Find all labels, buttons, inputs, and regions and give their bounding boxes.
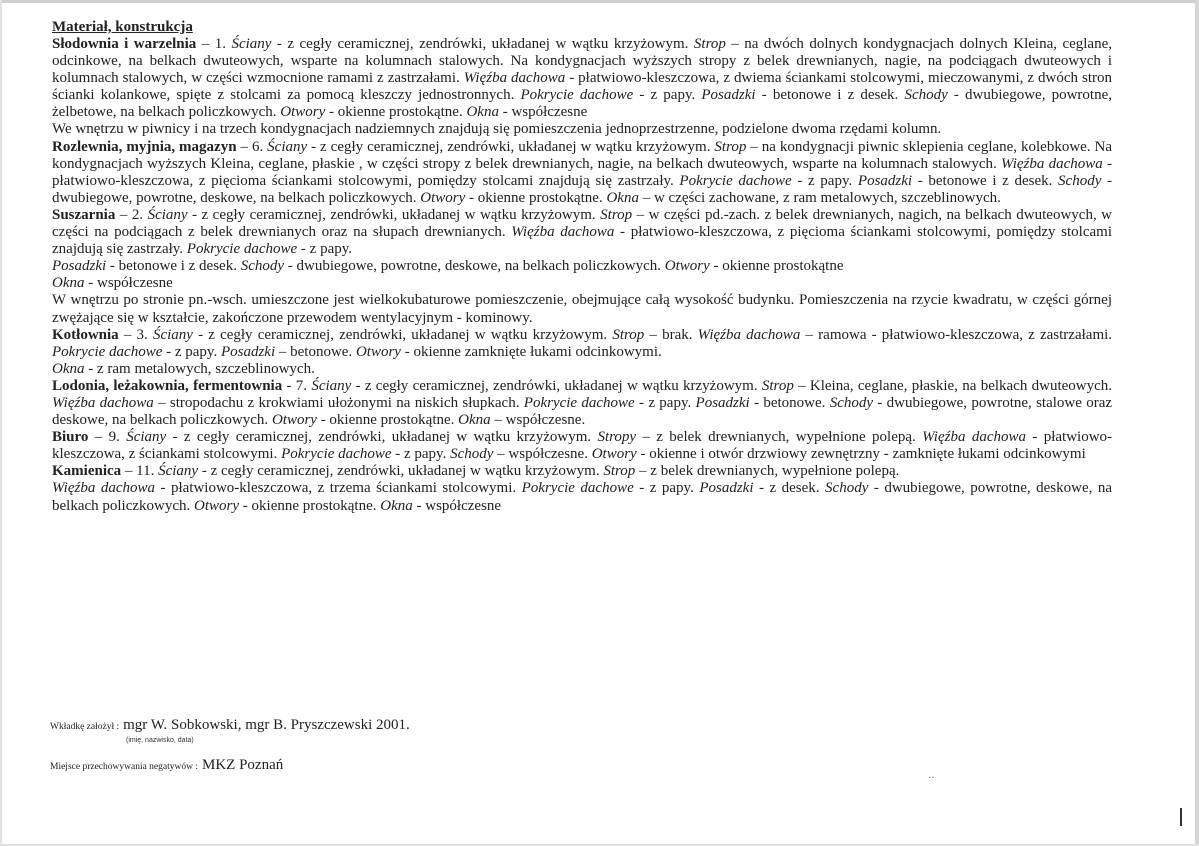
element-term: Posadzki — [52, 258, 107, 275]
element-term: Ściany — [267, 138, 308, 155]
author-value: mgr W. Sobkowski, mgr B. Pryszczewski 2001. — [123, 717, 410, 733]
element-term: Otwory — [355, 343, 401, 360]
element-term: Stropy — [597, 429, 637, 446]
text-run: - z cegły ceramicznej, zendrówki, układanej w wątku krzyżowym. — [307, 138, 715, 155]
text-run: - z cegły ceramicznej, zendrówki, układanej w wątku krzyżowym. — [166, 429, 598, 446]
element-term: Pokrycie dachowe — [523, 394, 635, 411]
author-label: Wkładkę założył : — [50, 722, 120, 732]
element-term: Więźba dachowa — [1001, 155, 1103, 172]
element-term: Posadzki — [699, 480, 754, 497]
building-name: Kotłownia — [52, 326, 119, 343]
element-term: Otwory — [271, 412, 317, 429]
text-run: - okienne prostokątne. — [325, 104, 467, 121]
document-body — [52, 19, 1112, 515]
element-term: Okna — [458, 412, 491, 429]
building-sections — [52, 36, 1112, 515]
description-line — [52, 258, 1112, 275]
text-run: – z belek drewnianych, wypełnione polepą. — [636, 429, 923, 446]
text-run: - z cegły ceramicznej, zendrówki, układanej w wątku krzyżowym. — [192, 326, 613, 343]
element-term: Pokrycie dachowe — [520, 87, 634, 104]
description-line — [52, 361, 1112, 378]
scan-edge-top — [0, 0, 1199, 3]
element-term: Otwory — [420, 189, 466, 206]
text-run: - 7. — [282, 377, 312, 394]
text-run: - z papy. — [634, 394, 696, 411]
building-description — [52, 463, 1112, 480]
text-run: – współczesne. — [493, 446, 592, 463]
interior-description: We wnętrzu w piwnicy i na trzech kondygnacjach nadziemnych znajdują się pomieszczenia jednoprzestrzenne, podzielone dwoma rzędami kolumn. — [52, 121, 942, 138]
storage-value: MKZ Poznań — [202, 757, 284, 773]
element-term: Okna — [52, 275, 85, 292]
building-name: Kamienica — [52, 463, 122, 480]
text-run: - z papy. — [633, 480, 700, 497]
element-term: Ściany — [147, 206, 188, 223]
page-edge-mark — [1180, 808, 1182, 826]
description-line — [52, 480, 1112, 514]
text-run: - z cegły ceramicznej, zendrówki, układanej w wątku krzyżowym. — [198, 463, 604, 480]
text-run: - betonowe i z desek. — [106, 258, 241, 275]
text-run: - z papy. — [791, 172, 858, 189]
text-run: - płatwiowo-kleszczowa, z ściankami stolcowymi. — [52, 429, 1113, 463]
element-term: Okna — [606, 189, 639, 206]
element-term: Okna — [380, 497, 413, 514]
storage-line — [50, 756, 283, 774]
element-term: Otwory — [591, 446, 637, 463]
text-run: – 6. — [236, 138, 268, 155]
text-run: - z ram metalowych, szczeblinowych. — [84, 360, 315, 377]
text-run: - betonowe i z desek. — [912, 172, 1059, 189]
element-term: Więźba dachowa — [697, 326, 801, 343]
text-run: - z papy. — [633, 87, 702, 104]
building-name: Biuro — [52, 429, 89, 446]
element-term: Pokrycie dachowe — [186, 241, 298, 258]
element-term: Więźba dachowa — [463, 70, 566, 87]
text-run: - współczesne — [412, 497, 502, 514]
element-term: Otwory — [194, 497, 240, 514]
description-line — [52, 275, 1112, 292]
text-run: - z papy. — [297, 241, 353, 258]
text-run: – współczesne. — [490, 412, 586, 429]
storage-label: Miejsce przechowywania negatywów : — [50, 762, 198, 772]
text-run: - dwubiegowe, powrotne, stalowe oraz deskowe, na belkach policzkowych. — [52, 394, 1113, 429]
text-run: – w części pd.-zach. z belek drewnianych, nagich, na belkach dwuteowych, w części na podciągach z belek drewnianych oraz na słupach drewnianych. — [52, 206, 1113, 241]
text-run: - z papy. — [162, 343, 221, 360]
element-term: Więźba dachowa — [52, 480, 155, 497]
text-run: - płatwiowo-kleszczowa, z pięcioma ściankami stolcowymi, pomiędzy stolcami znajdują się zastrzały. — [52, 155, 1112, 189]
element-term: Strop — [693, 36, 726, 52]
text-run: – 9. — [88, 429, 127, 446]
element-term: Ściany — [311, 377, 352, 394]
element-term: Ściany — [152, 326, 193, 343]
text-run: - dwubiegowe, powrotne, deskowe, na belkach policzkowych. — [284, 258, 665, 275]
text-run: - współczesne — [498, 104, 588, 121]
text-run: – 3. — [118, 326, 153, 343]
text-run: - płatwiowo-kleszczowa, z pięcioma ściankami stolcowymi, pomiędzy stolcami znajdują się zastrzały. — [52, 224, 1112, 258]
text-run: - płatwiowo-kleszczowa, z dwiema ściankami stolcowymi, mieczowanymi, z dwóch stron ścianki kolankowe, spięte z stolcami za pomocą kleszczy jednostronnych. — [52, 70, 1112, 104]
element-term: Strop — [761, 377, 794, 394]
building-description — [52, 36, 1112, 121]
text-run: - współczesne — [84, 275, 173, 292]
text-run: - dwubiegowe, powrotne, deskowe, na belkach policzkowych. — [52, 172, 1113, 206]
element-term: Otwory — [280, 104, 326, 121]
text-run: – 11. — [121, 463, 159, 480]
element-term: Ściany — [126, 429, 167, 446]
element-term: Więźba dachowa — [922, 429, 1026, 446]
text-run: – 1. — [196, 36, 232, 52]
text-run: - z papy. — [391, 446, 451, 463]
text-run: - okienne prostokątne. — [465, 189, 607, 206]
building-name: Słodownia i warzelnia — [52, 36, 197, 52]
element-term: Strop — [600, 206, 633, 223]
text-run: - z cegły ceramicznej, zendrówki, układanej w wątku krzyżowym. — [351, 377, 762, 394]
text-run: - okienne prostokątne. — [239, 497, 381, 514]
element-term: Schody — [904, 87, 948, 104]
text-run: – Kleina, ceglane, płaskie, na belkach dwuteowych. — [793, 377, 1113, 394]
element-term: Strop — [612, 326, 645, 343]
element-term: Schody — [240, 258, 285, 275]
text-run: – betonowe. — [275, 343, 356, 360]
text-run: – brak. — [644, 326, 698, 343]
text-run: - z cegły ceramicznej, zendrówki, układanej w wątku krzyżowym. — [187, 206, 601, 223]
building-description — [52, 327, 1112, 361]
author-sublabel: (imię, nazwisko, data) — [126, 737, 194, 744]
element-term: Okna — [466, 104, 499, 121]
text-run: - płatwiowo-kleszczowa, z trzema ściankami stolcowymi. — [154, 480, 522, 497]
element-term: Pokrycie dachowe — [281, 446, 392, 463]
text-run: – na dwóch dolnych kondygnacjach dolnych Kleina, ceglane, odcinkowe, na belkach dwuteowych, wsparte na kolumnach stalowych. Na kondygnacjach wyższych stropy z belek drewnianych, nagie, na podciągach dwuteowych i kolumnach stalowych, w części wzmocnione ramami z zastrzałami. — [52, 36, 1112, 87]
element-term: Otwory — [664, 258, 710, 275]
element-term: Posadzki — [701, 87, 756, 104]
text-run: - okienne prostokątne. — [316, 412, 459, 429]
element-term: Pokrycie dachowe — [521, 480, 634, 497]
scan-speck: ·· — [928, 773, 935, 784]
element-term: Więźba dachowa — [511, 224, 615, 241]
element-term: Więźba dachowa — [52, 394, 154, 411]
text-run: – z belek drewnianych, wypełnione polepą. — [635, 463, 900, 480]
text-run: – na kondygnacji piwnic sklepienia ceglane, kolebkowe. Na kondygnacjach wyższych Kleina, ceglane, płaskie , w części stropy z belek drewnianych, nagie, na belkach dwuteowych, wsparte na kolumnach stalowych. — [52, 138, 1113, 172]
text-run: - okienne i otwór drzwiowy zewnętrzny - zamknięte łukami odcinkowymi — [636, 446, 1086, 463]
building-description — [52, 378, 1112, 429]
element-term: Ściany — [158, 463, 199, 480]
text-run: – 2. — [115, 206, 148, 223]
text-run: - betonowe. — [749, 394, 830, 411]
element-term: Okna — [52, 360, 85, 377]
text-run: - okienne prostokątne — [709, 258, 844, 275]
scan-edge-right — [1195, 0, 1199, 846]
element-term: Posadzki — [857, 172, 913, 189]
building-description — [52, 429, 1112, 463]
text-run: – w części zachowane, z ram metalowych, szczeblinowych. — [638, 189, 1001, 206]
element-term: Posadzki — [695, 394, 750, 411]
text-run: - z desek. — [753, 480, 826, 497]
author-line — [50, 716, 410, 734]
building-description — [52, 207, 1112, 258]
scan-edge-left — [0, 0, 2, 846]
element-term: Posadzki — [220, 343, 276, 360]
text-run: – stropodachu z krokwiami ułożonymi na niskich słupkach. — [153, 394, 524, 411]
element-term: Ściany — [231, 36, 272, 52]
text-run: - dwubiegowe, powrotne, deskowe, na belkach policzkowych. — [52, 480, 1113, 514]
text-run: - z cegły ceramicznej, zendrówki, układanej w wątku krzyżowym. — [271, 36, 694, 52]
element-term: Schody — [825, 480, 869, 497]
building-name: Rozlewnia, myjnia, magazyn — [52, 138, 237, 155]
text-run: – ramowa - płatwiowo-kleszczowa, z zastrzałami. — [800, 326, 1113, 343]
element-term: Pokrycie dachowe — [679, 172, 792, 189]
text-run: - okienne zamknięte łukami odcinkowymi. — [400, 343, 662, 360]
building-name: Suszarnia — [52, 206, 116, 223]
element-term: Schody — [450, 446, 494, 463]
element-term: Strop — [603, 463, 636, 480]
text-run: - dwubiegowe, powrotne, żelbetowe, na belkach policzkowych. — [52, 87, 1112, 121]
interior-description: W wnętrzu po stronie pn.-wsch. umieszczone jest wielkokubaturowe pomieszczenie, obejmujące całą wysokość budynku. Pomieszczenia na rzycie kwadratu, w części górnej zwężające się w kształcie, zakończone przewodem wentylacyjnym - kominowy. — [52, 292, 1112, 326]
section-heading: Materiał, konstrukcja — [52, 19, 193, 35]
element-term: Schody — [1058, 172, 1102, 189]
element-term: Schody — [829, 394, 874, 411]
building-description — [52, 139, 1112, 207]
building-name: Lodonia, leżakownia, fermentownia — [52, 377, 283, 394]
element-term: Strop — [714, 138, 747, 155]
text-run: - betonowe i z desek. — [755, 87, 905, 104]
element-term: Pokrycie dachowe — [52, 343, 163, 360]
